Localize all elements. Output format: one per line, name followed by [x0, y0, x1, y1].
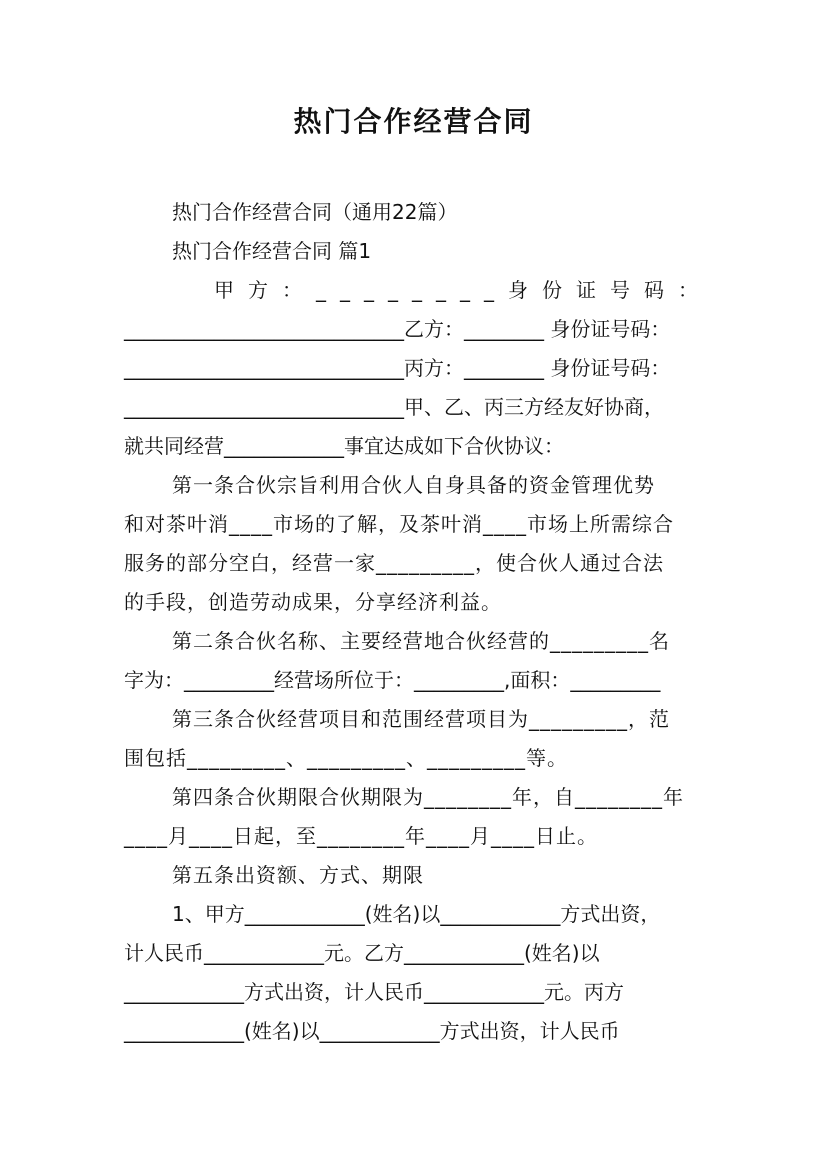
- body-line: ____________________________甲、乙、丙三方经友好协商，: [124, 395, 664, 419]
- body-line: 1、甲方____________(姓名)以____________方式出资，: [172, 902, 661, 926]
- subtitle-line: 热门合作经营合同（通用22篇）: [172, 200, 458, 224]
- body-line: ____________(姓名)以____________方式出资，计人民币: [124, 1019, 620, 1043]
- body-line: 就共同经营____________事宜达成如下合伙协议：: [124, 434, 564, 458]
- section-heading: 热门合作经营合同 篇1: [172, 239, 372, 263]
- article-1-line: 第一条合伙宗旨利用合伙人自身具备的资金管理优势: [172, 473, 655, 497]
- document-title: 热门合作经营合同: [293, 105, 534, 138]
- body-line: ____月____日起，至________年____月____日止。: [124, 824, 598, 848]
- party-b-line: ____________________________乙方：________ 身份证号码：: [124, 317, 671, 341]
- body-line: 服务的部分空白，经营一家_________，使合伙人通过合法: [124, 551, 664, 575]
- article-4-line: 第四条合伙期限合伙期限为________年，自________年: [172, 785, 684, 809]
- body-line: 和对茶叶消____市场的了解，及茶叶消____市场上所需综合: [124, 512, 674, 536]
- body-line: ____________方式出资，计人民币____________元。丙方: [124, 980, 624, 1004]
- article-3-line: 第三条合伙经营项目和范围经营项目为_________，范: [172, 707, 670, 731]
- body-line: 字为：_________经营场所位于：_________,面积：_________: [124, 668, 661, 692]
- party-c-line: ____________________________丙方：________ 身份证号码：: [124, 356, 671, 380]
- party-a-line: 甲方：________身份证号码：: [214, 278, 712, 302]
- body-line: 计人民币____________元。乙方____________(姓名)以: [124, 941, 600, 965]
- article-5-line: 第五条出资额、方式、期限: [172, 863, 424, 887]
- article-2-line: 第二条合伙名称、主要经营地合伙经营的_________名: [172, 629, 670, 653]
- body-line: 的手段，创造劳动成果，分享经济利益。: [124, 590, 502, 614]
- body-line: 围包括_________、_________、_________等。: [124, 746, 568, 770]
